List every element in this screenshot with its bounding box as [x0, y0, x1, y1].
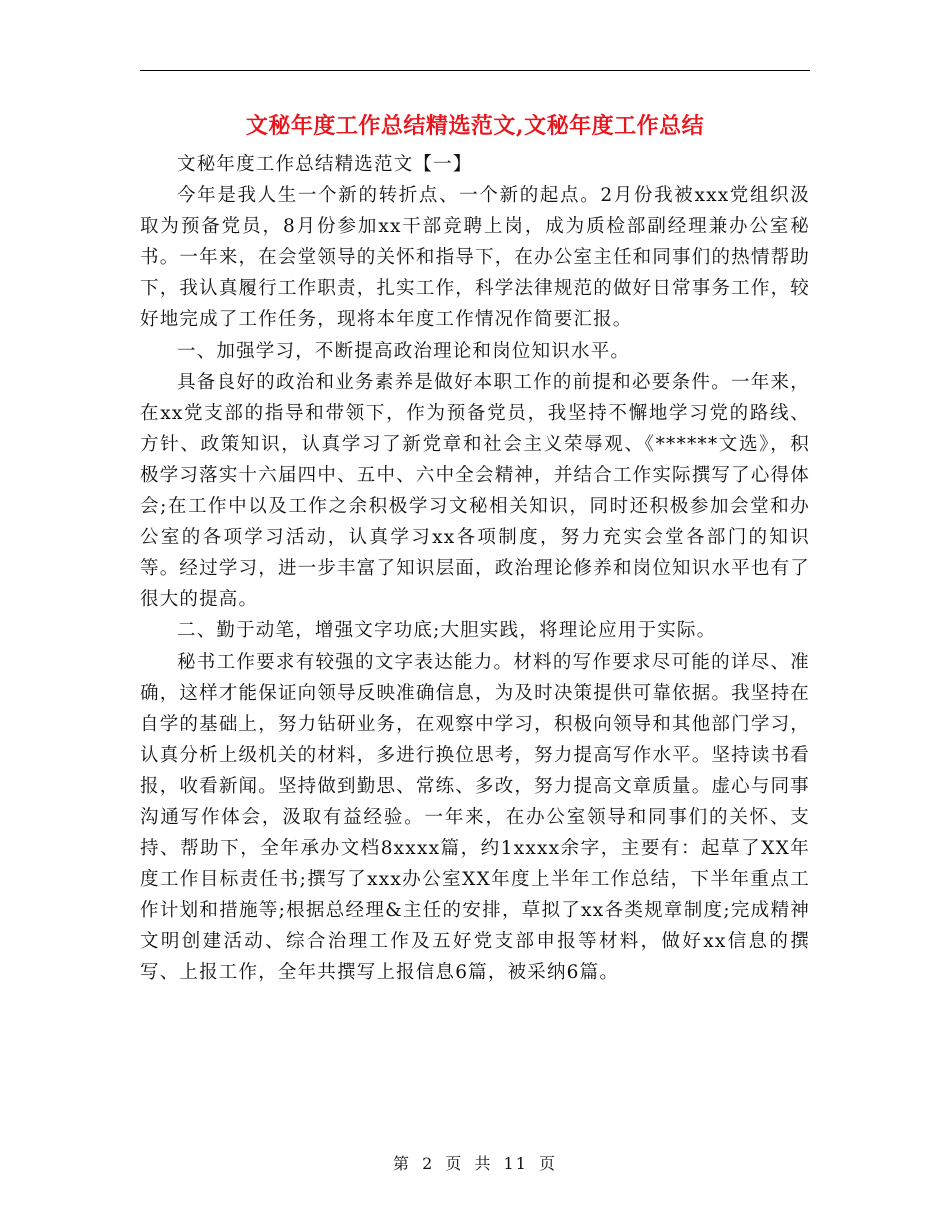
- section-1-heading: 一、加强学习，不断提高政治理论和岗位知识水平。: [177, 340, 631, 362]
- header-rule: [140, 70, 810, 71]
- document-title: 文秘年度工作总结精选范文,文秘年度工作总结: [245, 113, 705, 139]
- page-number: 第 2 页 共 11 页: [393, 1154, 557, 1173]
- document-body: [140, 149, 810, 989]
- section-2-paragraph: 秘书工作要求有较强的文字表达能力。材料的写作要求尽可能的详尽、准确，这样才能保证向领导反映准确信息，为及时决策提供可靠依据。我坚持在自学的基础上，努力钻研业务，在观察中学习，积极向领导和其他部门学习，认真分析上级机关的材料，多进行换位思考，努力提高写作水平。坚持读书看报，收看新闻。坚持做到勤思、常练、多改，努力提高文章质量。虚心与同事沟通写作体会，汲取有益经验。一年来，在办公室领导和同事们的关怀、支持、帮助下，全年承办文档8xxxx篇，约1xxxx余字，主要有：起草了XX年度工作目标责任书;撰写了xxx办公室XX年度上半年工作总结，下半年重点工作计划和措施等;根据总经理&主任的安排，草拟了xx各类规章制度;完成精神文明创建活动、综合治理工作及五好党支部申报等材料，做好xx信息的撰写、上报工作，全年共撰写上报信息6篇，被采纳6篇。: [140, 651, 810, 984]
- section-heading: 文秘年度工作总结精选范文【一】: [177, 154, 473, 175]
- intro-paragraph: 今年是我人生一个新的转折点、一个新的起点。2月份我被xxx党组织汲取为预备党员，8月份参加xx干部竞聘上岗，成为质检部副经理兼办公室秘书。一年来，在会堂领导的关怀和指导下，在办公室主任和同事们的热情帮助下，我认真履行工作职责，扎实工作，科学法律规范的做好日常事务工作，较好地完成了工作任务，现将本年度工作情况作简要汇报。: [140, 185, 810, 331]
- section-2-heading: 二、勤于动笔，增强文字功底;大胆实践，将理论应用于实际。: [177, 620, 717, 642]
- section-1-paragraph: 具备良好的政治和业务素养是做好本职工作的前提和必要条件。一年来，在xx党支部的指导和带领下，作为预备党员，我坚持不懈地学习党的路线、方针、政策知识，认真学习了新党章和社会主义荣辱观、《******文选》，积极学习落实十六届四中、五中、六中全会精神，并结合工作实际撰写了心得体会;在工作中以及工作之余积极学习文秘相关知识，同时还积极参加会堂和办公室的各项学习活动，认真学习xx各项制度，努力充实会堂各部门的知识等。经过学习，进一步丰富了知识层面，政治理论修养和岗位知识水平也有了很大的提高。: [140, 371, 810, 611]
